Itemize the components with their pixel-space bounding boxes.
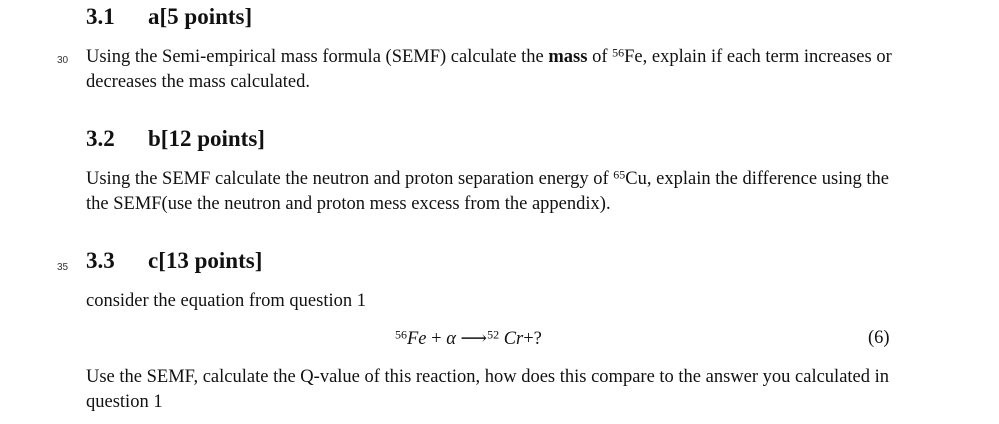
section-title: b[12 points] [148, 126, 265, 151]
plus-sign: + [431, 329, 442, 349]
isotope-symbol: Fe [624, 47, 643, 67]
paragraph-text: of [587, 47, 613, 67]
isotope-mass-number: 56 [612, 45, 625, 60]
section-number: 3.2 [86, 126, 115, 151]
product-symbol: Cr [503, 329, 524, 349]
section-number: 3.1 [86, 4, 115, 29]
alpha-symbol: α [446, 329, 456, 349]
section-3-2-paragraph [86, 167, 898, 217]
paragraph-text: Using the Semi-empirical mass formula (SEMF) calculate the [86, 47, 549, 67]
section-3-3-intro: consider the equation from question 1 [86, 291, 367, 311]
reactant-symbol: Fe [407, 329, 427, 349]
section-3-1-paragraph [86, 45, 898, 95]
bold-term: mass [548, 47, 588, 67]
paragraph-text: , explain the difference using the the SEMF(use the neutron and proton mess excess from the appendix). [86, 169, 890, 214]
reaction-arrow: ⟶ [460, 329, 488, 349]
paragraph-text: , explain if each term increases or decreases the mass calculated. [86, 47, 892, 92]
section-3-1-heading [86, 4, 252, 30]
unknown-product: +? [523, 329, 542, 349]
section-3-2-heading [86, 126, 265, 152]
section-number: 3.3 [86, 248, 115, 273]
product-mass-number: 52 [487, 327, 500, 342]
reaction-equation [395, 328, 542, 350]
line-number: 35 [57, 262, 69, 273]
section-title: a[5 points] [148, 4, 253, 29]
reactant-mass-number: 56 [395, 327, 407, 342]
section-3-3-heading [86, 248, 262, 274]
paragraph-text: Using the SEMF calculate the neutron and proton separation energy of [86, 169, 614, 189]
isotope-symbol: Cu [625, 169, 647, 189]
section-title: c[13 points] [148, 248, 263, 273]
line-number: 30 [57, 55, 69, 66]
equation-number: (6) [868, 328, 890, 348]
section-3-3-paragraph: Use the SEMF, calculate the Q-value of this reaction, how does this compare to the answer you calculated in question 1 [86, 367, 890, 412]
isotope-mass-number: 65 [613, 167, 626, 182]
